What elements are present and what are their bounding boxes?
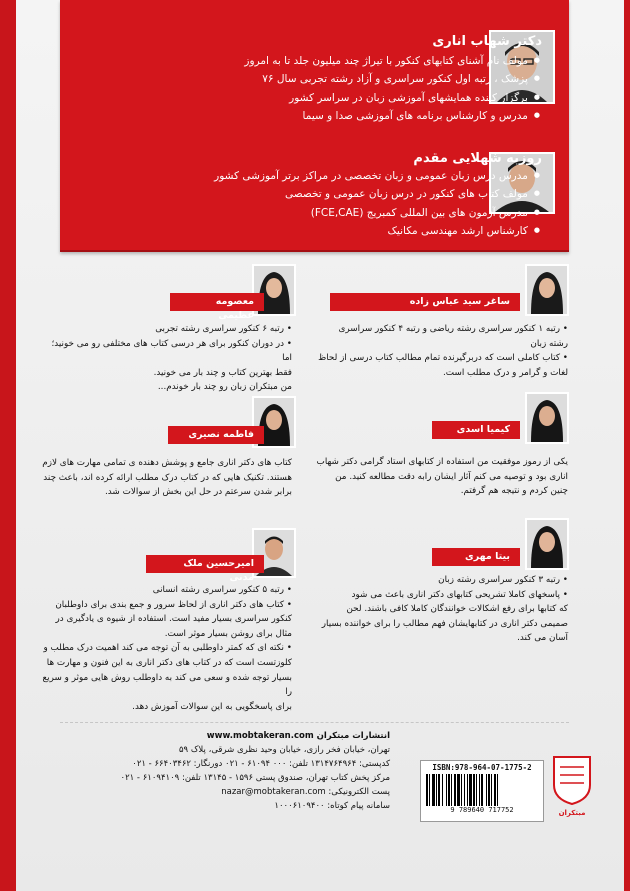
testimonial-name: امیرحسین ملک مدنی bbox=[146, 555, 264, 573]
publisher-line: انتشارات مبتکران www.mobtakeran.com bbox=[206, 731, 390, 741]
testimonial-line: مثال برای روشن بسیار موثر است. bbox=[164, 628, 292, 639]
testimonial-line: • کتاب کاملی است که دربرگیرنده تمام مطالب کتاب درسی از لحاظ bbox=[318, 353, 568, 364]
testimonial-text bbox=[316, 455, 568, 499]
testimonial-line: که کتابها برای رفع اشکالات خوانندگان کاملا کافی باشند. لحن bbox=[346, 604, 568, 615]
testimonial-line: چنین کردم و نتیجه هم گرفتم. bbox=[460, 486, 568, 497]
publisher-line: سامانه پیام کوتاه: ۱۰۰۰۶۱۰۹۴۰۰ bbox=[274, 801, 390, 811]
testimonial-line: • نکته ای که کمتر داوطلبی به آن توجه می کند اهمیت درک مطلب و bbox=[43, 643, 292, 654]
testimonial-line: • رتبه ۳ کنکور سراسری رشته زبان bbox=[438, 575, 568, 585]
author2-bullet: ● کارشناس ارشد مهندسی مکانیک bbox=[200, 222, 540, 240]
author1-name: دکتر شهاب اناری bbox=[432, 34, 542, 49]
publisher-line: کدپستی: ۱۳۱۴۷۶۴۹۶۴ تلفن: ۰۰۰ ۶۱۰۹۴ - ۰۲۱ دورنگار: ۶۶۴۰۳۴۶۲ - ۰۲۱ bbox=[132, 759, 390, 769]
right-red-strip bbox=[624, 0, 630, 891]
student-photo bbox=[525, 518, 569, 570]
testimonial-line: اناری بود و توصیه می کنم آثار ایشان رابه دقت مطالعه کنید. من bbox=[335, 471, 568, 482]
author2-name: روزبه شهلایی مقدم bbox=[413, 151, 542, 166]
author1-bullet: ● مدرس و کارشناس برنامه های آموزشی صدا و سیما bbox=[200, 107, 540, 125]
testimonial-text bbox=[40, 456, 292, 500]
testimonial-line: من مبتکران زبان رو چند بار خوندم... bbox=[157, 382, 292, 393]
testimonial-line: صمیمی دکتر اناری در کتابهایشان فهم مطالب را برای خواننده بسیار bbox=[321, 618, 568, 629]
isbn-digits: 9 789640 717752 bbox=[450, 806, 514, 814]
testimonial-line: یکی از رموز موفقیت من استفاده از کتابهای استاد گرامی دکتر شهاب bbox=[316, 457, 568, 467]
testimonial-line: برابر شدن سرعتم در حل این بخش از سوالات شد. bbox=[105, 487, 292, 498]
author2-bullet: ● مدرس آزمون های بین المللی کمبریج (FCE,CAE) bbox=[200, 204, 540, 222]
left-red-strip bbox=[0, 0, 16, 891]
testimonial-line: • در دوران کنکور برای هر درسی کتاب های مختلفی رو می خونید؛ اما bbox=[51, 338, 292, 364]
person-photo-icon bbox=[527, 520, 567, 568]
testimonial-name: معصومه عظیمی bbox=[170, 293, 264, 311]
author2-bullets bbox=[200, 167, 540, 240]
testimonial-name: فاطمه نصیری bbox=[168, 426, 264, 444]
testimonial-text bbox=[40, 322, 292, 395]
person-photo-icon bbox=[527, 266, 567, 314]
testimonial-line: آسان می کند. bbox=[517, 633, 568, 644]
testimonial-line: کلوزتست است که در کتاب های دکتر اناری به این فنون و مهارت ها bbox=[46, 657, 292, 668]
testimonial-name: بیتا مهری bbox=[432, 548, 520, 566]
publisher-line: مرکز پخش کتاب تهران، صندوق پستی ۱۵۹۶ - ۱۳۱۴۵ تلفن: ۶۱۰۹۴۱۰۹ - ۰۲۱ bbox=[120, 773, 390, 783]
testimonial-line: • پاسخهای کاملا تشریحی کتابهای دکتر اناری باعث می شود bbox=[351, 589, 568, 600]
testimonial-line: لغات و گرامر و درک مطلب است. bbox=[443, 367, 568, 378]
student-photo bbox=[525, 392, 569, 444]
testimonial-line: هستند. تکنیک هایی که در کتاب درک مطلب ارائه کرده اند، باعث چند bbox=[43, 472, 292, 483]
isbn-label: ISBN:978-964-07-1775-2 bbox=[432, 763, 532, 772]
author2-bullet: ● مدرس درس زبان عمومی و زبان تخصصی در مراکز برتر آموزشی کشور bbox=[200, 167, 540, 185]
testimonial-text bbox=[316, 573, 568, 646]
publisher-line: تهران، خیابان فخر رازی، خیابان وحید نظری شرقی، پلاک ۵۹ bbox=[178, 745, 390, 755]
testimonial-line: فقط بهترین کتاب و چند بار می خونید. bbox=[153, 367, 292, 378]
author2-bullet: ● مولف کتاب های کنکور در درس زبان عمومی و تخصصی bbox=[200, 185, 540, 203]
testimonial-line: رشته زبان bbox=[530, 338, 568, 349]
student-photo bbox=[525, 264, 569, 316]
testimonial-name: ساغر سید عباس زاده bbox=[330, 293, 520, 311]
testimonial-line: • رتبه ۱ کنکور سراسری رشته ریاضی و رتبه ۴ کنکور سراسری bbox=[338, 324, 568, 334]
testimonial-line: • کتاب های دکتر اناری از لحاظ سرور و جمع بندی برای داوطلبان bbox=[55, 599, 292, 610]
shield-logo-icon bbox=[550, 755, 594, 805]
barcode-bar bbox=[498, 774, 501, 806]
publisher-line: پست الکترونیکی: nazar@mobtakeran.com bbox=[221, 787, 390, 797]
testimonial-line: کتاب های دکتر اناری جامع و پوشش دهنده ی تمامی مهارت های لازم bbox=[42, 458, 292, 468]
testimonial-name: کیمیا اسدی bbox=[432, 421, 520, 439]
testimonial-text bbox=[316, 322, 568, 380]
isbn-barcode bbox=[420, 760, 544, 822]
author1-bullet: ● مولف نام آشنای کتابهای کنکور با تیراژ چند میلیون جلد تا به امروز bbox=[200, 52, 540, 70]
publisher-logo bbox=[550, 755, 594, 819]
author1-bullet: ● برگزار کننده همایشهای آموزشی زبان در سراسر کشور bbox=[200, 89, 540, 107]
testimonial-line: کنکور سراسری بسیار مفید است. استفاده از شیوه ی یادگیری در bbox=[55, 614, 292, 625]
person-photo-icon bbox=[527, 394, 567, 442]
testimonial-line: بسیار توجه شده و سعی می کند به داوطلب روش هایی موثر و سریع را bbox=[42, 672, 292, 698]
logo-text: مبتکران bbox=[558, 809, 586, 817]
divider bbox=[60, 722, 569, 723]
author1-bullet: ● پزشک ، رتبه اول کنکور سراسری و آزاد رشته تجربی سال ۷۶ bbox=[200, 70, 540, 88]
author1-bullets bbox=[200, 52, 540, 125]
testimonial-line: برای پاسخگویی به این سوالات آموزش دهد. bbox=[132, 701, 292, 712]
testimonial-text bbox=[40, 583, 292, 714]
testimonial-line: • رتبه ۵ کنکور سراسری رشته انسانی bbox=[152, 585, 292, 595]
testimonial-line: • رتبه ۶ کنکور سراسری رشته تجربی bbox=[155, 324, 292, 334]
barcode-graphic bbox=[426, 774, 538, 806]
publisher-info bbox=[70, 729, 390, 813]
